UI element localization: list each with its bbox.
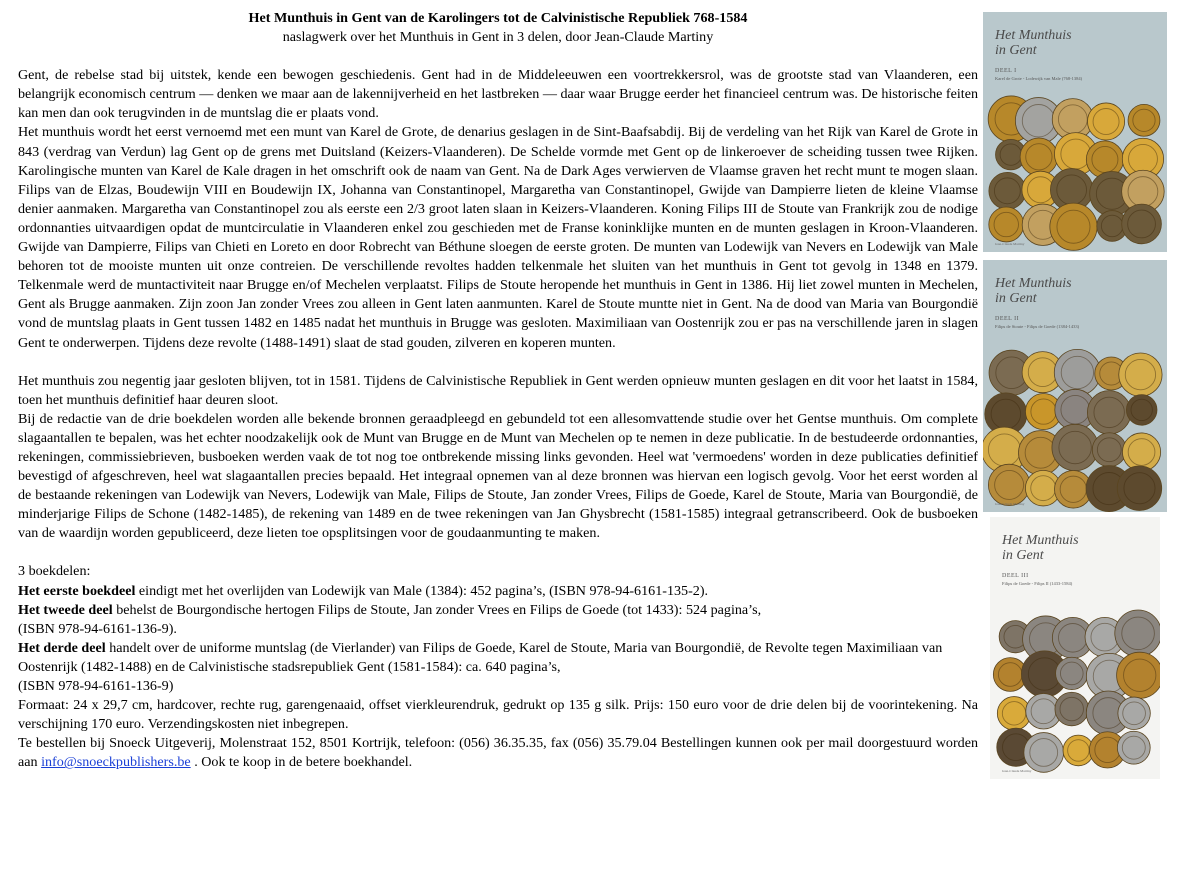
cover-3-title: Het Munthuis in Gent [1002, 533, 1079, 563]
paragraph-intro: Gent, de rebelse stad bij uitstek, kende een bewogen geschiedenis. Gent had in de Middeleeuwen een voortrekkersrol, was de grootste stad van Vlaanderen, een belangrijk economisch centrum — denken we maar aan de lakennijverheid en het lastbreken — daar waar Brugge eerder het financieel centrum was. De historische feiten kan men dan ook terugvinden in de muntslag die er plaats vond. [18, 67, 978, 122]
paragraph-history: Het munthuis wordt het eerst vernoemd met een munt van Karel de Grote, de denarius geslagen in de Sint-Baafsabdij. Bij de verdeling van het Rijk van Karel de Grote in 843 (verdrag van Verdun) lag Gent op de grens met Duitsland (Keizers-Vlaanderen). De Schelde vormde met Gent op de linkeroever de scheiding tussen twee Rijken. Karolingische munten van Karel de Kale dragen in het omschrift ook de naam van Gent. Na de Dark Ages verwierven de Vlaamse graven het recht munt te mogen slaan. Filips van de Elzas, Boudewijn VIII en Boudewijn IX, Johanna van Constantinopel, Margaretha van Constantinopel, Gwijde van Dampierre lieten de kleine Vlaamse denier aanmaken. Margaretha van Constantinopel zou als eerste een 2/3 groot laten slaan in Keizers-Vlaanderen. Koning Filips III de Stoute van Frankrijk zou de nodige ordonnanties uitvaardigen opdat de muntcirculatie in Vlaanderen enkel zou geschieden met de Franse koninklijke munten en de munten geslagen in Kroon-Vlaanderen. Gwijde van Dampierre, Filips van Chieti en Loreto en door Robrecht van Béthune sloegen de eerste groten. De munten van Lodewijk van Nevers en Lodewijk van Male behoren tot de mooiste munten uit onze contreien. De verschillende revoltes hadden telkenmale het sluiten van het munthuis in Gent tot gevolg in 1348 en 1379. Telkenmale werd de muntactiviteit naar Brugge en/of Mechelen verplaatst. Filips de Stoute heropende het munthuis in Gent in 1386. Hij liet zowel munten in Mechelen, Gent als Brugge aanmaken. Zijn zoon Jan zonder Vrees zou alleen in Gent laten aanmunten. Karel de Stoute muntte niet in Gent. Na de dood van Maria van Bourgondië vond de muntslag plaats in Gent tussen 1482 en 1485 nadat het munthuis in Brugge was gesloten. Maximiliaan van Oostenrijk zou er pas na verschillende jaren in slagen Gent te onderwerpen. Tijdens deze revolte (1488-1491) slaat de stad gouden, zilveren en koperen munten. [18, 124, 978, 351]
article [18, 9, 978, 772]
paragraph-research: Bij de redactie van de drie boekdelen worden alle bekende bronnen geraadpleegd en gebundeld tot een allesomvattende studie over het Gentse munthuis. Om complete slagaantallen te bepalen, was het echter noodzakelijk ook de Munt van Brugge en de Munt van Mechelen op te nemen in deze publicatie. In de bestudeerde ordonnanties, rekeningen, commissiebrieven, busboeken werden vaak de tot nog toe ontbrekende missing links gevonden. Heel wat 'vermoedens' worden in deze publicaties definitief bevestigd of afgeschreven, heel wat slagaantallen precies bepaald. Het integraal opnemen van al deze bronnen was hiervan een logisch gevolg. Voor het eerst worden al de bestaande rekeningen van Lodewijk van Nevers, Lodewijk van Male, Filips de Stoute, Jan zonder Vrees, Filips de Goede, Karel de Stoute, Maria van Bourgondië, de minderjarige Filips de Schone (1482-1485), de rekening van 1489 en de twee rekeningen van Jan Ghysbrecht (1581-1585) integraal getranscribeerd. Ook de busboeken van de waardijn worden gepubliceerd, deze lieten toe opsplitsingen voor de goudaanmunting te maken. [18, 410, 978, 542]
order-details [18, 734, 978, 772]
cover-3-publisher: Jean-Claude Martiny [1002, 769, 1032, 773]
paragraph-closure: Het munthuis zou negentig jaar gesloten blijven, tot in 1581. Tijdens de Calvinistische Republiek in Gent werden opnieuw munten geslagen en dit voor het laatst in 1584, toen het munthuis definitief haar deuren sloot. [18, 372, 978, 408]
format-details: Formaat: 24 x 29,7 cm, hardcover, rechte rug, garengenaaid, offset vierkleurendruk, gedrukt op 135 g silk. Prijs: 150 euro voor de drie delen bij de voorintekening. Na verschijning 170 euro. Verzendingskosten niet inbegrepen. [18, 697, 978, 733]
cover-1-title: Het Munthuis in Gent [995, 28, 1072, 58]
cover-2-deel: DEEL II [995, 316, 1020, 322]
order-tail: . Ook te koop in de betere boekhandel. [190, 754, 413, 771]
volume-2-label: Het tweede deel [18, 601, 113, 618]
volume-2-isbn: (ISBN 978-94-6161-136-9). [18, 620, 177, 637]
header [18, 9, 978, 47]
volume-1-text: eindigt met het overlijden van Lodewijk van Male (1384): 452 pagina’s, (ISBN 978-94-6161-135-2). [135, 582, 709, 599]
cover-3-subtitle: Filips de Goede - Filips II (1433-1584) [1002, 581, 1073, 586]
page-title: Het Munthuis in Gent van de Karolingers tot de Calvinistische Republiek 768-1584 [248, 10, 748, 26]
cover-2-title: Het Munthuis in Gent [995, 276, 1072, 306]
book-cover-2 [983, 260, 1167, 512]
volume-1-label: Het eerste boekdeel [18, 582, 136, 599]
volume-3 [18, 639, 978, 677]
volume-3-isbn: (ISBN 978-94-6161-136-9) [18, 678, 174, 694]
order-text: Te bestellen bij Snoeck Uitgeverij, Molenstraat 152, 8501 Kortrijk, telefoon: (056) 36.35.35, fax (056) 35.79.04 Bestellingen kunnen ook per mail doorgestuurd worden aan [18, 735, 978, 771]
cover-1-publisher: Jean-Claude Martiny [995, 242, 1025, 246]
cover-2-subtitle: Filips de Stoute - Filips de Goede (1384-1433) [995, 324, 1080, 329]
volumes-intro: 3 boekdelen: [18, 563, 91, 580]
page-subtitle: naslagwerk over het Munthuis in Gent in 3 delen, door Jean-Claude Martiny [282, 29, 714, 46]
book-cover-1 [983, 12, 1167, 252]
cover-1-deel: DEEL I [995, 68, 1017, 74]
book-cover-3 [990, 517, 1160, 779]
email-link[interactable]: info@snoeckpublishers.be [41, 754, 191, 771]
volume-2-text: behelst de Bourgondische hertogen Filips de Stoute, Jan zonder Vrees en Filips de Goede (tot 1433): 524 pagina’s, [112, 601, 762, 618]
volume-3-label: Het derde deel [18, 639, 106, 656]
cover-2-publisher: Jean-Claude Martiny [995, 502, 1025, 506]
cover-3-deel: DEEL III [1002, 573, 1029, 579]
volume-3-text: handelt over de uniforme muntslag (de Vierlander) van Filips de Goede, Karel de Stoute, Maria van Bourgondië, de Revolte tegen Maximiliaan van Oostenrijk (1482-1488) en de Calvinistische stadsrepubliek Gent (1581-1584): ca. 640 pagina’s, [18, 639, 943, 675]
cover-1-subtitle: Karel de Grote - Lodewijk van Male (768-1384) [995, 76, 1083, 81]
volume-1 [18, 582, 978, 601]
volume-2 [18, 601, 978, 620]
